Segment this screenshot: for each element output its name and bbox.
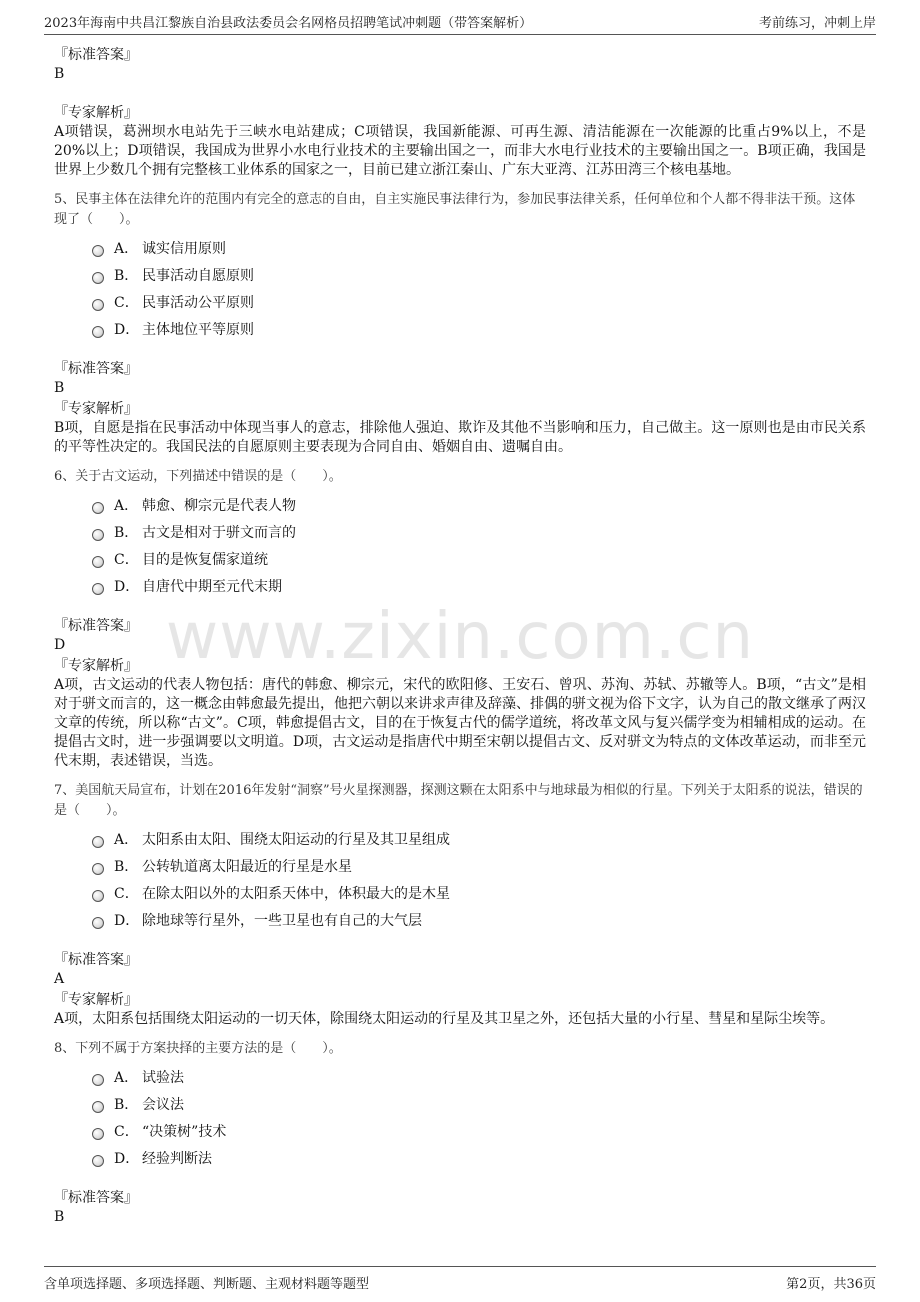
option-item[interactable] — [54, 493, 866, 520]
option-key: A． — [114, 832, 139, 848]
option-key: C． — [114, 552, 139, 568]
option-item[interactable] — [54, 574, 866, 601]
option-key: A． — [114, 241, 139, 257]
option-key: D． — [114, 913, 140, 929]
option-key: D． — [114, 1151, 140, 1167]
radio-button-icon[interactable] — [92, 502, 104, 514]
expert-analysis-label: 『专家解析』 — [54, 658, 138, 674]
option-text: 会议法 — [142, 1097, 184, 1113]
question-block — [54, 1039, 866, 1227]
radio-button-icon[interactable] — [92, 917, 104, 929]
option-text: 公转轨道离太阳最近的行星是水星 — [142, 859, 352, 875]
option-key: A． — [114, 498, 139, 514]
question-stem: 6、关于古文运动，下列描述中错误的是（ ）。 — [54, 469, 342, 484]
option-item[interactable] — [54, 908, 866, 935]
option-item[interactable] — [54, 827, 866, 854]
option-item[interactable] — [54, 854, 866, 881]
question-stem: 8、下列不属于方案抉择的主要方法的是（ ）。 — [54, 1041, 342, 1056]
radio-button-icon[interactable] — [92, 1074, 104, 1086]
page-footer — [44, 1266, 876, 1297]
question-stem: 7、美国航天局宣布，计划在2016年发射“洞察”号火星探测器，探测这颗在太阳系中与地球最为相似的行星。下列关于太阳系的说法，错误的是（ ）。 — [54, 783, 863, 818]
option-list — [54, 236, 866, 344]
option-text: 韩愈、柳宗元是代表人物 — [142, 498, 296, 514]
option-item[interactable] — [54, 1119, 866, 1146]
option-item[interactable] — [54, 290, 866, 317]
option-list — [54, 827, 866, 935]
option-text: 除地球等行星外，一些卫星也有自己的大气层 — [142, 913, 422, 929]
page-number: 第2页，共36页 — [786, 1277, 876, 1292]
expert-analysis-text: B项，自愿是指在民事活动中体现当事人的意志，排除他人强迫、欺诈及其他不当影响和压力，自己做主。这一原则也是由市民关系的平等性决定的。我国民法的自愿原则主要表现为合同自由、婚姻自由、遗嘱自由。 — [54, 420, 866, 455]
expert-analysis-label: 『专家解析』 — [54, 992, 138, 1008]
standard-answer-label: 『标准答案』 — [54, 361, 138, 377]
option-text: 经验判断法 — [142, 1151, 212, 1167]
option-text: 目的是恢复儒家道统 — [142, 552, 268, 568]
watermark: www.zixin.com.cn — [165, 600, 755, 674]
option-text: 民事活动公平原则 — [142, 295, 254, 311]
option-text: 太阳系由太阳、围绕太阳运动的行星及其卫星组成 — [142, 832, 450, 848]
footer-question-types: 含单项选择题、多项选择题、判断题、主观材料题等题型 — [44, 1277, 370, 1292]
standard-answer-label: 『标准答案』 — [54, 47, 138, 63]
expert-analysis-label: 『专家解析』 — [54, 401, 138, 417]
standard-answer-label: 『标准答案』 — [54, 1190, 138, 1206]
option-item[interactable] — [54, 1065, 866, 1092]
standard-answer: B — [54, 380, 65, 396]
option-item[interactable] — [54, 1146, 866, 1173]
expert-analysis-label: 『专家解析』 — [54, 105, 138, 121]
standard-answer: A — [54, 971, 65, 987]
expert-analysis-text: A项错误，葛洲坝水电站先于三峡水电站建成；C项错误，我国新能源、可再生源、清洁能源在一次能源的比重占9%以上，不是20%以上；D项错误，我国成为世界小水电行业技术的主要输出国之一，而非大水电行业技术的主要输出国之一。B项正确，我国是世界上少数几个拥有完整核工业体系的国家之一，目前已建立浙江秦山、广东大亚湾、江苏田湾三个核电基地。 — [54, 124, 866, 178]
radio-button-icon[interactable] — [92, 863, 104, 875]
option-text: 诚实信用原则 — [142, 241, 226, 257]
radio-button-icon[interactable] — [92, 1101, 104, 1113]
header-motto: 考前练习，冲刺上岸 — [758, 16, 876, 31]
radio-button-icon[interactable] — [92, 836, 104, 848]
option-key: D． — [114, 579, 140, 595]
page-header — [44, 12, 876, 35]
radio-button-icon[interactable] — [92, 583, 104, 595]
radio-button-icon[interactable] — [92, 326, 104, 338]
option-text: 试验法 — [142, 1070, 184, 1086]
standard-answer: B — [54, 1209, 65, 1225]
standard-answer-label: 『标准答案』 — [54, 618, 138, 634]
option-item[interactable] — [54, 263, 866, 290]
option-key: B． — [114, 525, 139, 541]
option-key: B． — [114, 1097, 139, 1113]
option-text: “决策树”技术 — [142, 1124, 227, 1140]
option-key: C． — [114, 886, 139, 902]
radio-button-icon[interactable] — [92, 299, 104, 311]
radio-button-icon[interactable] — [92, 890, 104, 902]
option-text: 在除太阳以外的太阳系天体中，体积最大的是木星 — [142, 886, 450, 902]
expert-analysis-text: A项，太阳系包括围绕太阳运动的一切天体，除围绕太阳运动的行星及其卫星之外，还包括大量的小行星、彗星和星际尘埃等。 — [54, 1011, 835, 1027]
radio-button-icon[interactable] — [92, 1128, 104, 1140]
document-body — [54, 46, 866, 1227]
radio-button-icon[interactable] — [92, 272, 104, 284]
option-key: A． — [114, 1070, 139, 1086]
option-text: 自唐代中期至元代末期 — [142, 579, 282, 595]
option-key: B． — [114, 268, 139, 284]
option-item[interactable] — [54, 1092, 866, 1119]
document-title: 2023年海南中共昌江黎族自治县政法委员会名网格员招聘笔试冲刺题（带答案解析） — [44, 16, 533, 31]
option-item[interactable] — [54, 317, 866, 344]
option-list — [54, 493, 866, 601]
option-text: 主体地位平等原则 — [142, 322, 254, 338]
question-block — [54, 467, 866, 771]
question-block — [54, 781, 866, 1029]
option-item[interactable] — [54, 236, 866, 263]
expert-analysis-text: A项，古文运动的代表人物包括：唐代的韩愈、柳宗元，宋代的欧阳修、王安石、曾巩、苏洵、苏轼、苏辙等人。B项，“古文”是相对于骈文而言的，这一概念由韩愈最先提出，他把六朝以来讲求声律及辞藻、排偶的骈文视为俗下文字，认为自己的散文继承了两汉文章的传统，所以称“古文”。C项，韩愈提倡古文，目的在于恢复古代的儒学道统，将改革文风与复兴儒学变为相辅相成的运动。在提倡古文时，进一步强调要以文明道。D项，古文运动是指唐代中期至宋朝以提倡古文、反对骈文为特点的文体改革运动，而非至元代末期，表述错误，当选。 — [54, 677, 866, 769]
question-stem: 5、民事主体在法律允许的范围内有完全的意志的自由，自主实施民事法律行为，参加民事法律关系，任何单位和个人都不得非法干预。这体现了（ ）。 — [54, 192, 856, 227]
option-key: C． — [114, 295, 139, 311]
option-item[interactable] — [54, 520, 866, 547]
option-item[interactable] — [54, 881, 866, 908]
option-key: C． — [114, 1124, 139, 1140]
radio-button-icon[interactable] — [92, 529, 104, 541]
option-key: B． — [114, 859, 139, 875]
standard-answer: D — [54, 637, 66, 653]
radio-button-icon[interactable] — [92, 1155, 104, 1167]
option-text: 古文是相对于骈文而言的 — [142, 525, 296, 541]
option-list — [54, 1065, 866, 1173]
radio-button-icon[interactable] — [92, 556, 104, 568]
standard-answer: B — [54, 66, 65, 82]
question-block — [54, 190, 866, 457]
standard-answer-label: 『标准答案』 — [54, 952, 138, 968]
option-item[interactable] — [54, 547, 866, 574]
radio-button-icon[interactable] — [92, 245, 104, 257]
option-text: 民事活动自愿原则 — [142, 268, 254, 284]
option-key: D． — [114, 322, 140, 338]
